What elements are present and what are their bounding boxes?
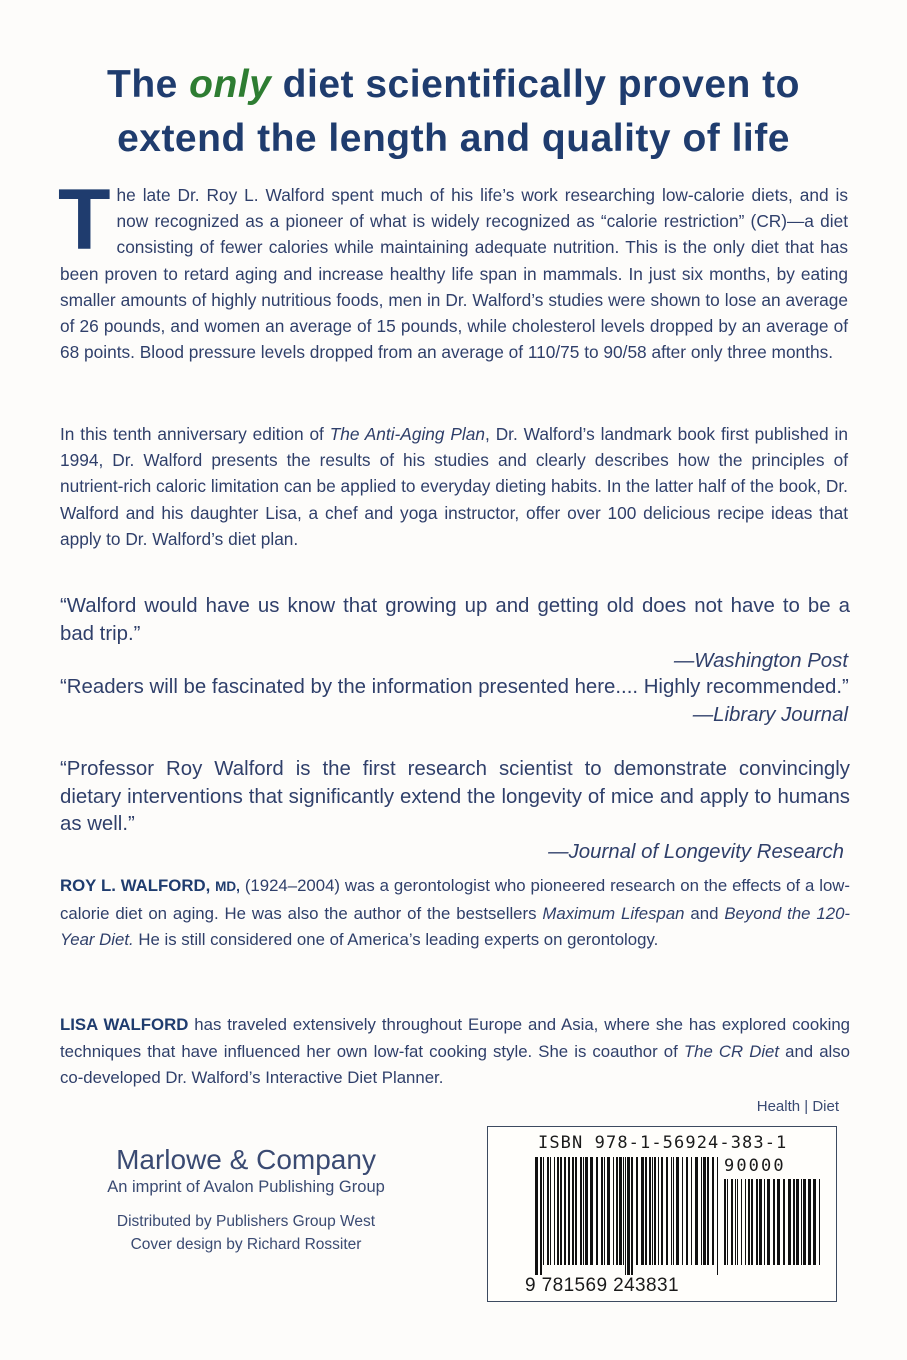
- barcode-bar: [701, 1157, 702, 1265]
- barcode-bar: [745, 1179, 746, 1265]
- barcode-bar: [759, 1179, 762, 1265]
- barcode-bar: [727, 1179, 728, 1265]
- barcode-bar: [808, 1179, 811, 1265]
- barcode-bar: [636, 1157, 638, 1265]
- drop-cap: T: [58, 172, 111, 268]
- barcode-bar: [645, 1157, 647, 1265]
- author-name-roy: ROY L. WALFORD,: [60, 876, 211, 895]
- quote-source: —Washington Post: [673, 650, 848, 672]
- barcode-bar: [735, 1179, 736, 1265]
- barcode-bar: [564, 1157, 566, 1265]
- barcode-bar: [686, 1157, 688, 1265]
- barcode-bar: [788, 1179, 791, 1265]
- barcode-bar: [783, 1179, 785, 1265]
- publisher-imprint: An imprint of Avalon Publishing Group: [107, 1178, 385, 1196]
- publisher-block: [90, 1144, 402, 1256]
- publisher-name: Marlowe & Company: [116, 1144, 376, 1175]
- barcode-bar: [540, 1157, 542, 1275]
- barcode-bar: [601, 1157, 603, 1265]
- barcode-bar: [550, 1157, 551, 1265]
- barcode-bar: [695, 1157, 698, 1265]
- barcode-bar: [741, 1179, 742, 1265]
- barcode-bar: [631, 1157, 633, 1275]
- barcode-bar: [547, 1157, 549, 1265]
- quote-text: “Readers will be fascinated by the information presented here.... Highly recommended.”: [60, 676, 849, 698]
- bio-text: He is still considered one of America’s leading experts on gerontology.: [133, 930, 659, 949]
- barcode-bar: [654, 1157, 656, 1265]
- barcode-bar: [554, 1157, 555, 1265]
- bio-text: has traveled extensively throughout Europe and Asia, where she has explored cooking techniques that have influenced her own low-fat cooking style. She is coauthor of: [60, 1015, 850, 1061]
- category-label: Health | Diet: [756, 1098, 839, 1115]
- headline-emphasis: only: [189, 63, 272, 106]
- bio-book-title: Beyond the 120-Year Diet.: [60, 903, 851, 949]
- bio-text: and: [684, 903, 725, 923]
- cover-design-line: Cover design by Richard Rossiter: [130, 1236, 362, 1253]
- barcode-bar: [568, 1157, 570, 1265]
- barcode-bar: [580, 1157, 582, 1265]
- barcode-bar: [803, 1179, 806, 1265]
- barcode-bar: [649, 1157, 651, 1265]
- barcode-bar: [707, 1157, 709, 1265]
- barcode-bar: [585, 1157, 588, 1265]
- barcode-bar: [572, 1157, 574, 1265]
- edition-text-start: In this tenth anniversary edition of: [60, 424, 330, 444]
- barcode-bar: [623, 1157, 624, 1265]
- barcode-bar: [543, 1157, 544, 1265]
- barcode-bar: [613, 1157, 614, 1265]
- barcode-bar: [724, 1179, 726, 1265]
- barcode-bar: [671, 1157, 672, 1265]
- barcode-bar: [796, 1179, 799, 1265]
- barcode-bar: [731, 1179, 733, 1265]
- barcode-bar: [682, 1157, 683, 1265]
- quote-text: “Professor Roy Walford is the first research scientist to demonstrate convincingly dietary interventions that significantly extend the longevity of mice and apply to humans as well.”: [60, 758, 850, 835]
- bio-book-title: Maximum Lifespan: [542, 903, 685, 923]
- barcode-bar: [627, 1157, 630, 1275]
- barcode-bar: [575, 1157, 577, 1265]
- barcode-bar: [658, 1157, 659, 1265]
- barcode-bar: [535, 1157, 538, 1275]
- barcode-bar: [748, 1179, 750, 1265]
- barcode-bar: [819, 1179, 820, 1265]
- barcode-bar: [596, 1157, 598, 1265]
- headline-line1-start: The: [107, 63, 190, 106]
- barcode-bar: [661, 1157, 663, 1265]
- ean-barcode: [535, 1157, 721, 1275]
- barcode-bar: [712, 1157, 714, 1265]
- barcode-bar: [777, 1179, 780, 1265]
- barcode-bar: [691, 1157, 692, 1265]
- quote-library-journal: [60, 674, 850, 729]
- barcode-box: [487, 1126, 837, 1302]
- barcode-bar: [793, 1179, 795, 1265]
- quote-source: —Library Journal: [692, 703, 848, 726]
- barcode-bar: [616, 1157, 618, 1265]
- barcode-bar: [604, 1157, 605, 1265]
- headline-line2: extend the length and quality of life: [117, 117, 790, 160]
- headline-line1-end: diet scientifically proven to: [271, 63, 800, 106]
- barcode-bar: [703, 1157, 706, 1265]
- headline: [40, 58, 867, 166]
- quote-text: “Walford would have us know that growing up and getting old does not have to be a bad trip.”: [60, 595, 850, 645]
- barcode-bar: [764, 1179, 765, 1265]
- barcode-bar: [641, 1157, 644, 1265]
- barcode-ean-digits: 9 781569 243831: [525, 1275, 679, 1296]
- barcode-bar: [801, 1179, 802, 1265]
- author-bio-lisa: [60, 1012, 850, 1092]
- author-bio-roy: [60, 873, 850, 954]
- barcode-bar: [619, 1157, 622, 1265]
- barcode-bar: [652, 1157, 653, 1265]
- barcode-bar: [583, 1157, 584, 1265]
- barcode-bar: [756, 1179, 758, 1265]
- barcode-bar: [557, 1157, 559, 1265]
- bio-book-title: The CR Diet: [683, 1041, 780, 1061]
- barcode-bar: [773, 1179, 775, 1265]
- quote-longevity-research: [60, 756, 850, 866]
- author-credential: MD,: [215, 879, 240, 894]
- quote-source: —Journal of Longevity Research: [548, 840, 844, 863]
- barcode-bar: [751, 1179, 753, 1265]
- barcode-bar: [625, 1157, 626, 1275]
- intro-text: he late Dr. Roy L. Walford spent much of his life’s work researching low-calorie diets, and is now recognized as a pioneer of what is widely recognized as “calorie restriction” (CR)—a diet consisting of fewer calories while maintaining adequate nutrition. This is the only diet that has been proven to retard aging and increase healthy life span in mammals. In just six months, by eating smaller amounts of highly nutritious foods, men in Dr. Walford’s studies were shown to lose an average of 26 pounds, and women an average of 15 pounds, while cholesterol levels dropped by an average of 68 points. Blood pressure levels dropped from an average of 110/75 to 90/58 after only three months.: [60, 185, 848, 363]
- edition-paragraph: [60, 421, 848, 552]
- barcode-bar: [717, 1157, 718, 1275]
- edition-text-end: , Dr. Walford’s landmark book first published in 1994, Dr. Walford presents the results of his studies and clearly describes how the principles of nutrient-rich caloric limitation can be applied to everyday dieting habits. In the latter half of the book, Dr. Walford and his daughter Lisa, a chef and yoga instructor, offer over 100 delicious recipe ideas that apply to Dr. Walford’s diet plan.: [60, 424, 848, 549]
- barcode-bar: [737, 1179, 738, 1265]
- intro-paragraph: [58, 172, 848, 365]
- edition-book-title: The Anti-Aging Plan: [329, 424, 485, 444]
- barcode-bar: [560, 1157, 562, 1265]
- bio-text: and also co-developed Dr. Walford’s Interactive Diet Planner.: [60, 1041, 851, 1087]
- bio-text: (1924–2004) was a gerontologist who pioneered research on the effects of a low-calorie diet on aging. He was also the author of the bestsellers: [60, 876, 850, 923]
- quote-washington-post: [60, 593, 850, 676]
- isbn-label: ISBN 978-1-56924-383-1: [538, 1133, 788, 1153]
- distributor-line: Distributed by Publishers Group West: [116, 1213, 376, 1230]
- addon-barcode: [724, 1179, 824, 1275]
- barcode-bar: [676, 1157, 679, 1265]
- barcode-bar: [607, 1157, 610, 1265]
- barcode-bar: [813, 1179, 816, 1265]
- barcode-bar: [590, 1157, 593, 1265]
- barcode-bar: [666, 1157, 668, 1265]
- barcode-addon-digits: 90000: [724, 1156, 786, 1176]
- author-name-lisa: LISA WALFORD: [60, 1015, 189, 1034]
- barcode-bar: [767, 1179, 770, 1265]
- barcode-bar: [673, 1157, 674, 1265]
